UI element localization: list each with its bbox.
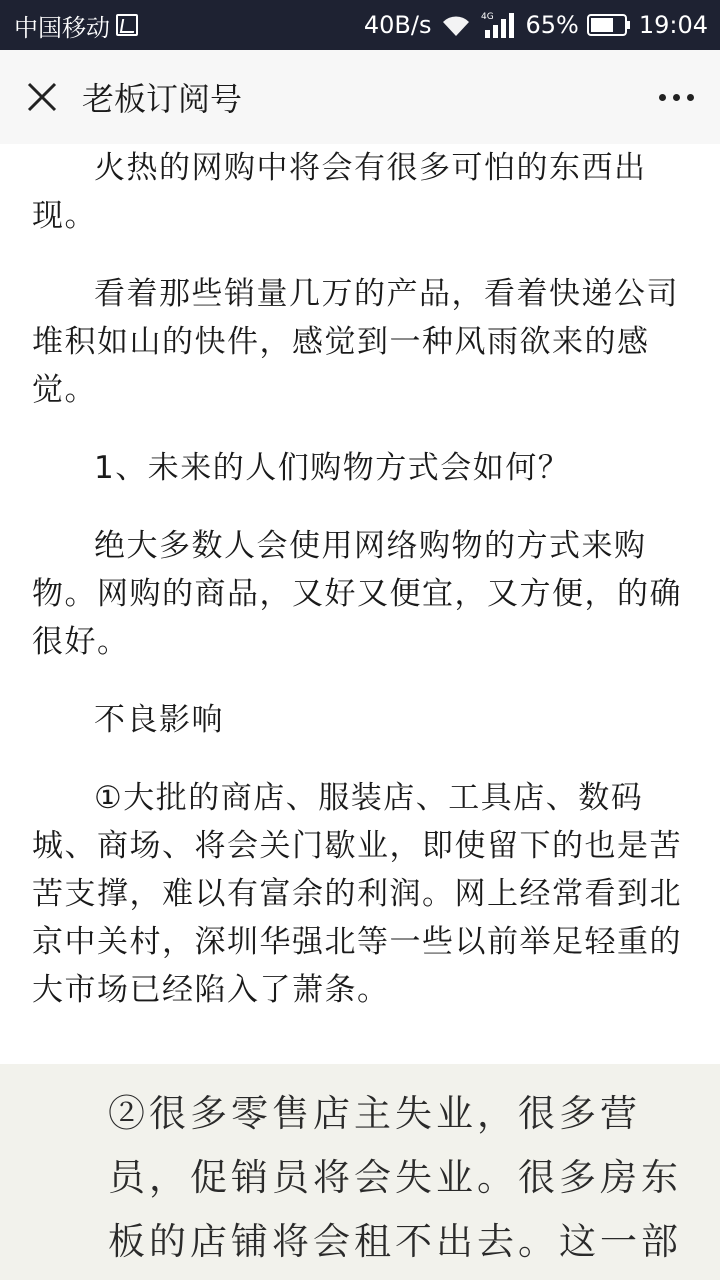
article-paragraph: 绝大多数人会使用网络购物的方式来购物。网购的商品，又好又便宜，又方便，的确很好。 (32, 528, 682, 660)
clock-time: 19:04 (638, 11, 708, 39)
battery-icon (587, 14, 631, 36)
more-options-button[interactable] (657, 86, 696, 109)
more-dot-icon (687, 94, 694, 101)
article-paragraph: 1、未来的人们购物方式会如何？ (94, 450, 571, 486)
network-type-label: 4G (481, 12, 495, 22)
battery-percent: 65% (525, 11, 579, 39)
carrier-name: 中国移动 (14, 13, 110, 42)
sim-card-icon (116, 14, 138, 36)
title-bar (0, 50, 720, 144)
article-paragraph: ①大批的商店、服装店、工具店、数码城、商场、将会关门歇业，即使留下的也是苦苦支撑，难以有富余的利润。网上经常看到北京中关村，深圳华强北等一些以前举足轻重的大市场已经陷入了萧条。 (32, 780, 682, 1008)
more-dot-icon (659, 94, 666, 101)
image-text: ②很多零售店主失业，很多营员，促销员将会失业。很多房东板的店铺将会租不出去。这一部 (108, 1092, 682, 1263)
network-speed: 40B/s (363, 11, 432, 39)
close-button[interactable] (24, 79, 60, 115)
article-paragraph: 不良影响 (94, 702, 224, 738)
more-dot-icon (673, 94, 680, 101)
article-body (0, 144, 720, 1064)
signal-4g-icon (481, 10, 517, 40)
page-title: 老板订阅号 (82, 80, 243, 118)
article-paragraph: 火热的网购中将会有很多可怕的东西出现。 (32, 150, 647, 234)
close-icon (27, 82, 57, 112)
article-image[interactable] (0, 1064, 720, 1280)
status-bar (0, 0, 720, 50)
wifi-icon (439, 12, 473, 38)
article-paragraph: 看着那些销量几万的产品，看着快递公司堆积如山的快件，感觉到一种风雨欲来的感觉。 (32, 276, 679, 408)
